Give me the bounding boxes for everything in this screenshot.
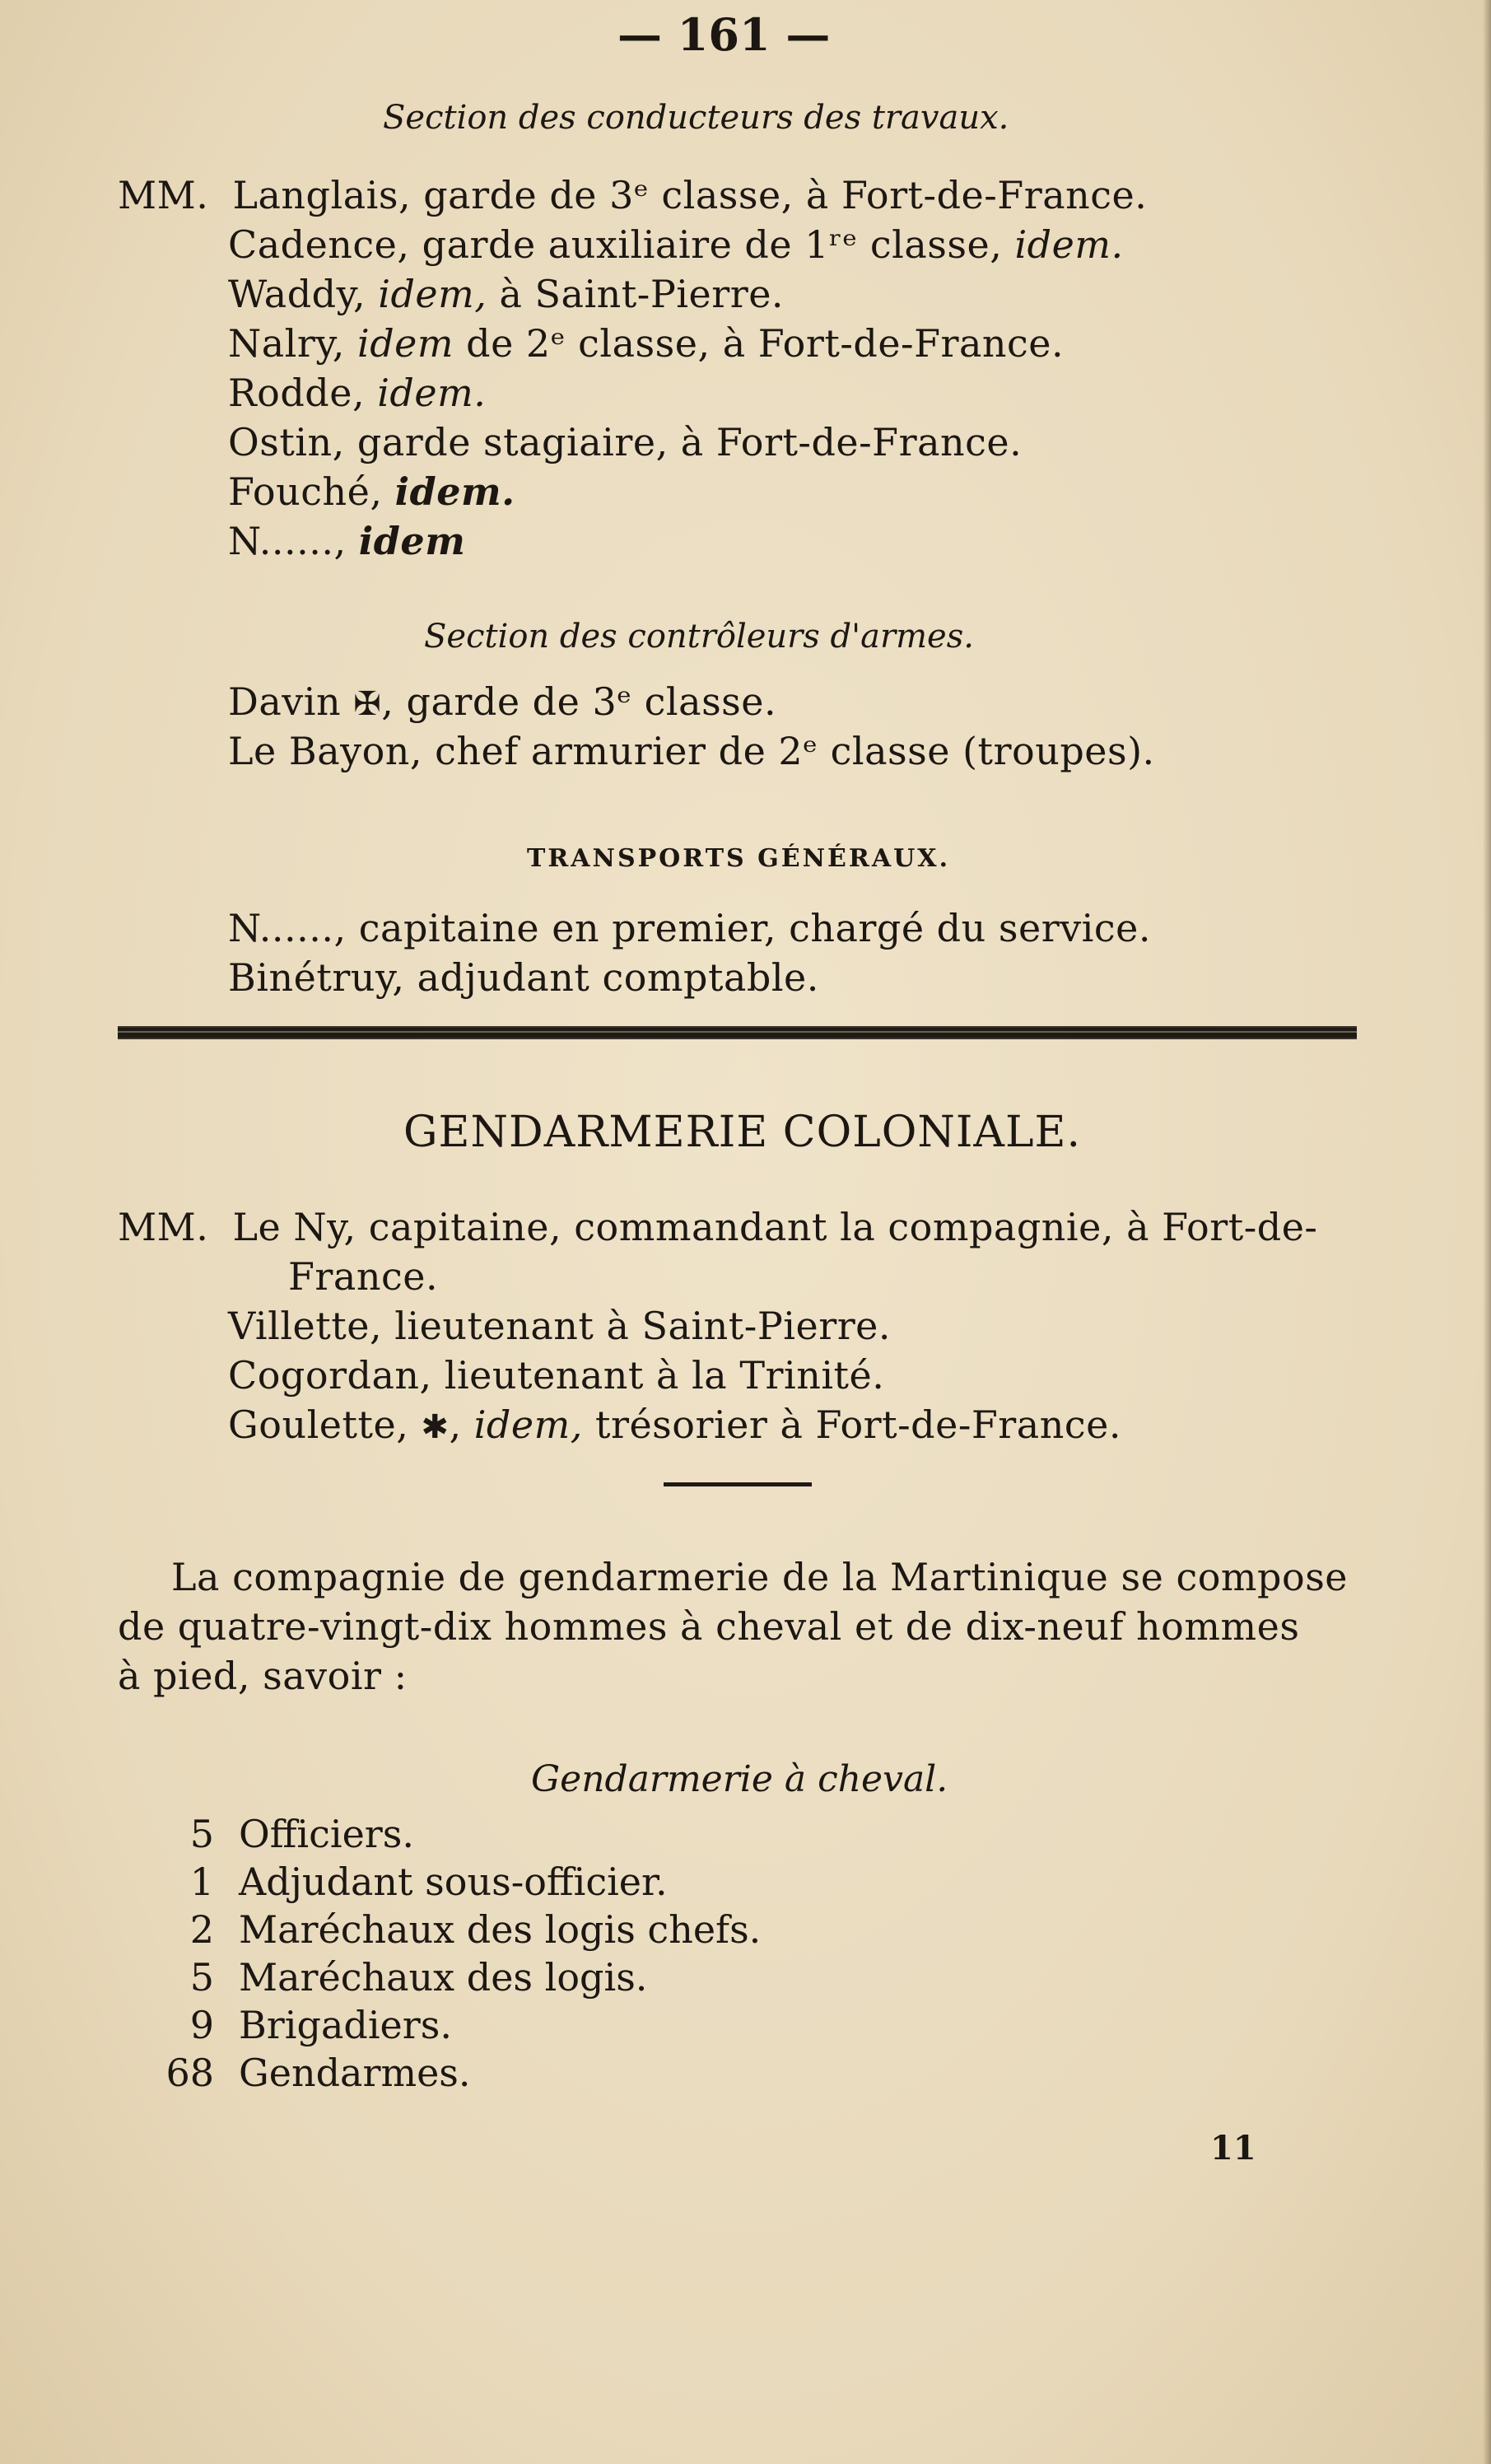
idem-text: idem	[357, 321, 454, 366]
person-role: de 2ᵉ classe, à Fort-de-France.	[466, 321, 1065, 366]
idem-text: idem.	[394, 469, 515, 514]
list-item-qty: 2	[189, 1907, 214, 1952]
mm-prefix: MM.	[118, 173, 209, 217]
list-item-label: Maréchaux des logis chefs.	[239, 1907, 762, 1952]
list-item-qty: 68	[165, 2051, 214, 2095]
list-item-label: Officiers.	[239, 1812, 415, 1856]
signature-mark: 11	[1210, 2129, 1256, 2168]
person-name: Nalry,	[228, 321, 345, 366]
idem-text: idem,	[378, 272, 487, 316]
conducteurs-line-6	[228, 418, 1022, 467]
idem-text: idem.	[377, 371, 487, 415]
paragraph-line-1: La compagnie de gendarmerie de la Martinique se compose	[171, 1555, 1349, 1599]
conducteurs-line-2	[228, 220, 1124, 269]
list-item-label: Brigadiers.	[239, 2003, 452, 2047]
person-name: Rodde,	[228, 371, 366, 415]
conducteurs-line-1	[118, 170, 1147, 220]
gendarmerie-line-1-cont: France.	[288, 1254, 439, 1299]
person-name: Ostin,	[228, 420, 345, 464]
list-item-qty: 1	[189, 1860, 214, 1904]
gendarmerie-line-1-text: Le Ny, capitaine, commandant la compagnie, à Fort-de-	[232, 1205, 1318, 1249]
transports-title: TRANSPORTS GÉNÉRAUX.	[527, 844, 951, 873]
person-role: , garde de 3ᵉ classe.	[381, 679, 777, 724]
gendarmerie-line-3: Cogordan, lieutenant à la Trinité.	[228, 1353, 885, 1398]
list-item-label: Adjudant sous-officier.	[239, 1860, 668, 1904]
cheval-title: Gendarmerie à cheval.	[531, 1758, 948, 1800]
section-conducteurs-title: Section des conducteurs des travaux.	[383, 99, 1009, 137]
conducteurs-line-5	[228, 368, 486, 418]
person-name: Langlais,	[232, 173, 412, 217]
list-item	[140, 2051, 881, 2100]
decoration-icon: ✠	[353, 685, 382, 723]
list-item	[140, 2003, 881, 2052]
list-item	[140, 1907, 881, 1957]
section-divider-rule	[118, 1026, 1357, 1039]
transports-line-2: Binétruy, adjudant comptable.	[228, 955, 819, 1000]
decoration-icon: ✱	[421, 1408, 450, 1446]
list-item	[140, 1812, 881, 1861]
person-role: garde stagiaire, à Fort-de-France.	[356, 420, 1023, 464]
person-name: Waddy,	[228, 272, 366, 316]
list-item-qty: 5	[189, 1812, 214, 1856]
list-item-label: Maréchaux des logis.	[239, 1955, 648, 2000]
gendarmerie-title: GENDARMERIE COLONIALE.	[403, 1108, 1081, 1157]
list-item-label: Gendarmes.	[239, 2051, 471, 2095]
person-name: Fouché,	[228, 469, 383, 514]
person-name: Davin	[228, 679, 342, 724]
gendarmerie-line-1	[118, 1202, 1317, 1252]
person-role: garde auxiliaire de 1ʳᵉ classe,	[422, 222, 1003, 267]
idem-text: idem,	[473, 1402, 583, 1447]
controleurs-line-1	[228, 677, 776, 729]
paragraph-line-2: de quatre-vingt-dix hommes à cheval et de dix-neuf hommes	[118, 1604, 1300, 1649]
paragraph-line-3: à pied, savoir :	[118, 1654, 408, 1698]
list-item	[140, 1860, 881, 1909]
idem-text: idem.	[1014, 222, 1124, 267]
short-divider-rule	[664, 1482, 812, 1486]
person-name: Cadence,	[228, 222, 410, 267]
conducteurs-line-3	[228, 269, 784, 319]
conducteurs-line-4	[228, 319, 1064, 368]
conducteurs-line-8	[228, 516, 465, 566]
person-role: à Saint-Pierre.	[499, 272, 785, 316]
list-item-qty: 5	[189, 1955, 214, 2000]
page-number: — 161 —	[617, 8, 831, 61]
person-name: N......,	[228, 519, 347, 563]
gendarmerie-line-4: Goulette, ✱, idem, trésorier à Fort-de-France.	[228, 1402, 1121, 1447]
mm-prefix: MM.	[118, 1205, 209, 1249]
gendarmerie-line-2: Villette, lieutenant à Saint-Pierre.	[228, 1304, 892, 1348]
list-item	[140, 1955, 881, 2004]
conducteurs-line-7	[228, 467, 515, 516]
person-name: Goulette,	[228, 1402, 409, 1447]
section-controleurs-title: Section des contrôleurs d'armes.	[424, 618, 974, 656]
idem-text: idem	[358, 519, 466, 563]
controleurs-line-2: Le Bayon, chef armurier de 2ᵉ classe (troupes).	[228, 729, 1155, 773]
person-role: garde de 3ᵉ classe, à Fort-de-France.	[423, 173, 1148, 217]
transports-line-1: N......, capitaine en premier, chargé du service.	[228, 906, 1151, 950]
page-edge-shadow	[1483, 0, 1491, 2464]
person-role: trésorier à Fort-de-France.	[594, 1402, 1121, 1447]
list-item-qty: 9	[189, 2003, 214, 2047]
